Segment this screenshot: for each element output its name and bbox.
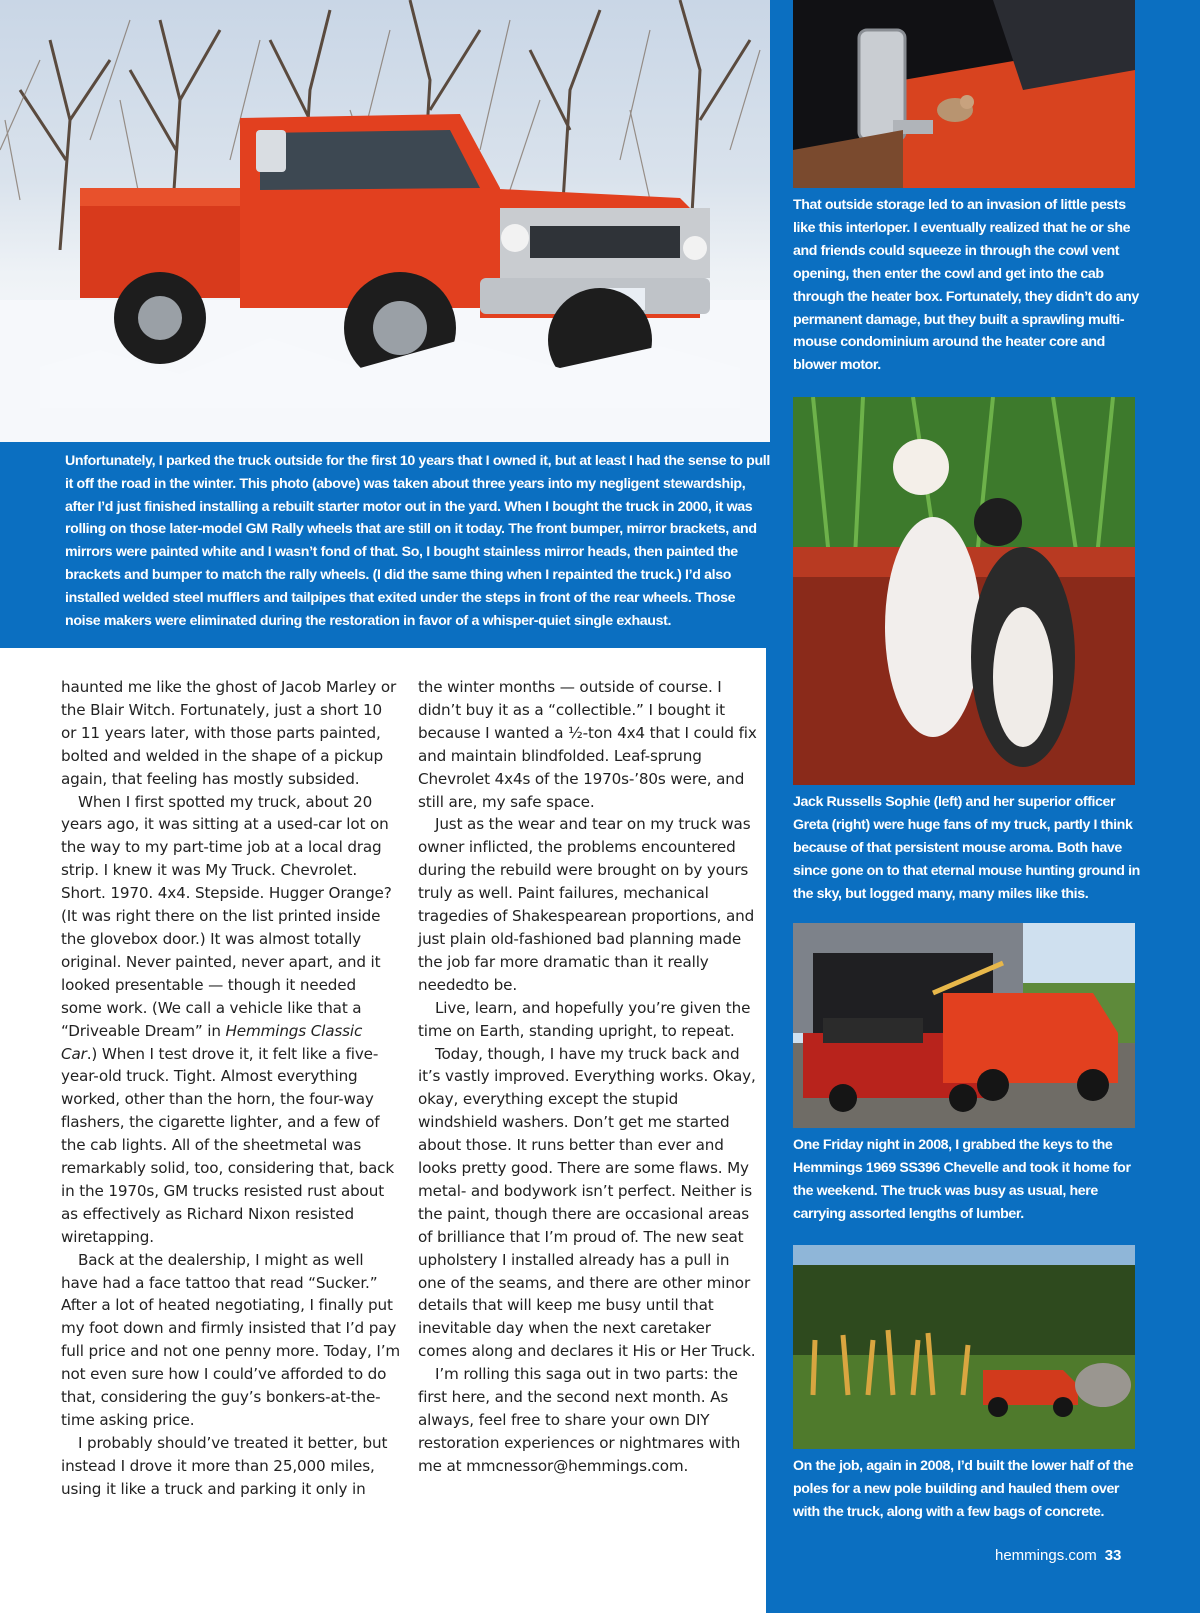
photo-poles-in-field: [793, 1245, 1135, 1449]
photo-dogs-in-truck: [793, 397, 1135, 785]
photo-chevelle-and-truck: [793, 923, 1135, 1128]
page-number: 33: [1104, 1547, 1122, 1564]
paragraph: the winter months — outside of course. I didn’t buy it as a “collectible.” I bought it because I wanted a ½-ton 4x4 that I could fix and maintain blindfolded. Leaf-sprung Chevrolet 4x4s of the 1970s-’80s were, and still are, my safe space.: [418, 678, 757, 811]
paragraph: Live, learn, and hopefully you’re given the time on Earth, standing upright, to repeat.: [418, 998, 751, 1040]
paragraph: Just as the wear and tear on my truck was owner inflicted, the problems encountered during the rebuild were brought on by yours truly as well. Paint failures, mechanical tragedies of Shakespearean proportions, and just plain old-fashioned bad planning made the job far more dramatic than it really neededto be.: [418, 815, 755, 994]
paragraph: Back at the dealership, I might as well have had a face tattoo that read “Sucker.” After a lot of heated negotiating, I finally put my foot down and firmly insisted that I’d pay full price and not one penny more. Today, I’m not even sure how I could’ve afforded to do that, considering the guy’s bonkers-at-the-time asking price.: [61, 1250, 401, 1429]
paragraph: Today, though, I have my truck back and it’s vastly improved. Everything works. Okay, okay, everything except the stupid windshield washers. Don’t get me started about those. It runs better than ever and looks pretty good. There are some flaws. My metal- and bodywork isn’t perfect. Neither is the paint, though there are occasional areas of brilliance that I’m proud of. The new seat upholstery I installed already has a pull in one of the seams, and there are other minor details that will keep me busy until that inevitable day when the next caretaker comes along and declares it His or Her Truck.: [418, 1044, 756, 1361]
photo-mouse-on-mirror: [793, 0, 1135, 188]
photo-caption-mouse: That outside storage led to an invasion of little pests like this interloper. I eventually realized that he or she and friends could squeeze in through the cowl vent opening, then enter the cowl and get into the cab through the heater box. Fortunately, they didn’t do any permanent damage, but they built a sprawling multi-mouse condominium around the heater core and blower motor.: [793, 197, 1139, 374]
paragraph: I probably should’ve treated it better, but instead I drove it more than 25,000 miles, using it like a truck and parking it only in: [61, 1433, 388, 1498]
page-footer: [995, 1547, 1121, 1564]
paragraph: haunted me like the ghost of Jacob Marley or the Blair Witch. Fortunately, just a short 10 or 11 years later, with those parts painted, bolted and welded in the shape of a pickup again, that feeling has mostly subsided.: [61, 678, 397, 788]
site-url: hemmings.com: [995, 1547, 1097, 1564]
hero-caption-band: [0, 442, 770, 648]
text-run: When I first spotted my truck, about 20 years ago, it was sitting at a used-car lot on the way to my part-time job at a local drag strip. I knew it was My Truck. Chevrolet. Short. 1970. 4x4. Stepside. Hugger Orange? (It was right there on the list printed inside the glovebox door.) It was almost totally original. Never painted, never apart, and it looked presentable — though it needed some work. (We call a vehicle like that a “Driveable Dream” in: [61, 792, 392, 1040]
photo-caption-dogs: Jack Russells Sophie (left) and her superior officer Greta (right) were huge fans of my truck, partly I think because of that persistent mouse aroma. Both have since gone on to that eternal mouse hunting ground in the sky, but logged many, many miles like this.: [793, 794, 1140, 902]
article-column-2: [418, 676, 758, 1478]
hero-photo-truck-in-snow: [0, 0, 770, 442]
article-column-1: [61, 676, 401, 1501]
photo-caption-chevelle: One Friday night in 2008, I grabbed the keys to the Hemmings 1969 SS396 Chevelle and took it home for the weekend. The truck was busy as usual, here carrying assorted lengths of lumber.: [793, 1137, 1131, 1222]
orange-pickup-truck-graphic: [40, 78, 740, 408]
text-run: .) When I test drove it, it felt like a five-year-old truck. Tight. Almost everything worked, other than the horn, the four-way flashers, the cigarette lighter, and a few of the cab lights. All of the sheetmetal was remarkably solid, too, considering that, back in the 1970s, GM trucks resisted rust about as effectively as Richard Nixon resisted wiretapping.: [61, 1044, 395, 1246]
photo-caption-poles: On the job, again in 2008, I’d built the lower half of the poles for a new pole building and hauled them over with the truck, along with a few bags of concrete.: [793, 1458, 1134, 1520]
hero-caption: Unfortunately, I parked the truck outside for the first 10 years that I owned it, but at least I had the sense to pull it off the road in the winter. This photo (above) was taken about three years into my negligent stewardship, after I’d just finished installing a rebuilt starter motor out in the yard. When I bought the truck in 2000, it was rolling on those later-model GM Rally wheels that are still on it today. The front bumper, mirror brackets, and mirrors were painted white and I wasn’t fond of that. So, I bought stainless mirror heads, then painted the brackets and bumper to match the rally wheels. (I did the same thing when I repainted the truck.) I’d also installed welded steel mufflers and tailpipes that exited under the steps in front of the rear wheels. Those noise makers were eliminated during the restoration in favor of a whisper-quiet single exhaust.: [65, 453, 770, 629]
paragraph: [61, 791, 401, 1249]
paragraph: I’m rolling this saga out in two parts: the first here, and the second next month. As always, feel free to share your own DIY restoration experiences or nightmares with me at mmcnessor@hemmings.com.: [418, 1365, 741, 1475]
publication-name: Hemmings Classic Car: [61, 1021, 363, 1063]
